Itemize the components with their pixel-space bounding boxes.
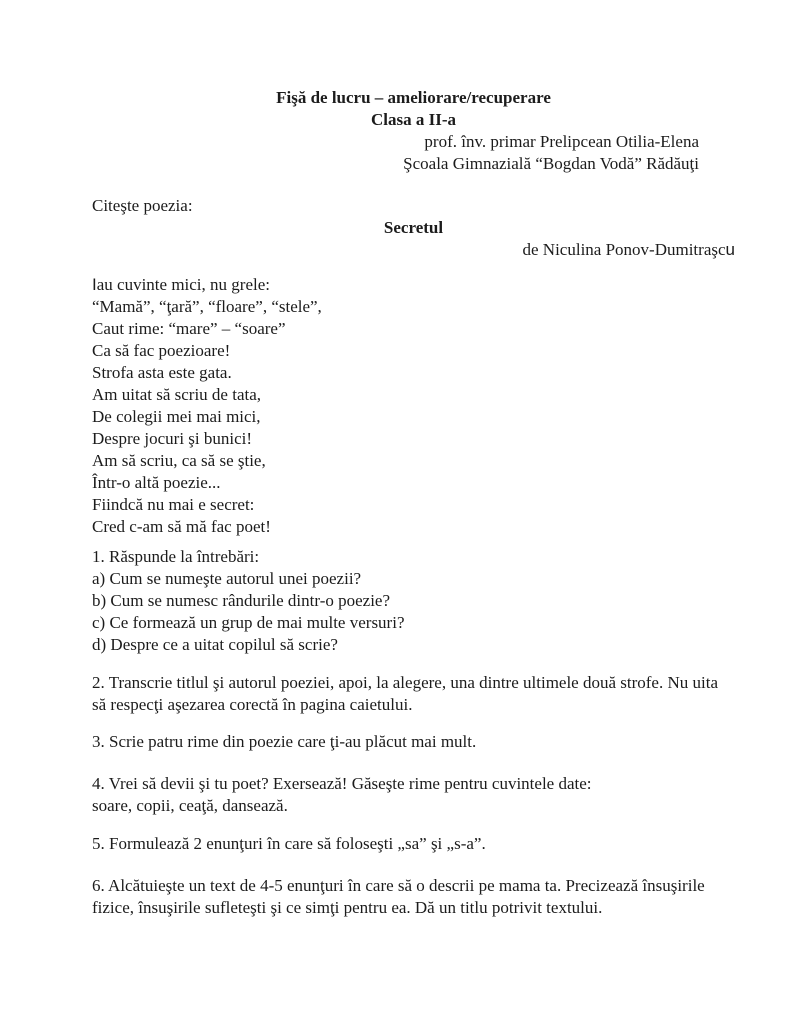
poem-author-text: de Niculina Ponov-Dumitraşc [522,240,726,259]
teacher-name: prof. înv. primar Prelipcean Otilia-Elena [424,132,699,151]
poem-author-suffix: u [725,240,735,259]
poem-body [92,274,735,538]
exercise-4 [92,773,735,817]
poem-line: Cred c-am să mă fac poet! [92,517,271,536]
exercise-4-words: soare, copii, ceaţă, dansează. [92,796,288,815]
exercise-1-title: 1. Răspunde la întrebări: [92,547,260,566]
exercise-1-item-d: d) Despre ce a uitat copilul să scrie? [92,635,338,654]
exercise-5: 5. Formulează 2 enunţuri în care să foloseşti „sa” şi „s-a”. [92,834,486,853]
poem-line: Într-o altă poezie... [92,473,221,492]
exercise-1-item-b: b) Cum se numesc rândurile dintr-o poezie? [92,591,391,610]
poem-line [92,274,735,296]
poem-line: Caut rime: “mare” – “soare” [92,319,286,338]
worksheet-title: Fişă de lucru – ameliorare/recuperare [276,88,551,107]
poem-line: Fiindcă nu mai e secret: [92,495,255,514]
poem-line-initial: I [92,275,97,294]
poem-line: De colegii mei mai mici, [92,407,261,426]
poem-line: Am uitat să scriu de tata, [92,385,262,404]
exercise-4-prompt: 4. Vrei să devii şi tu poet? Exersează! Găseşte rime pentru cuvintele date: [92,774,592,793]
poem-line: Despre jocuri şi bunici! [92,429,253,448]
exercise-3: 3. Scrie patru rime din poezie care ţi-au plăcut mai mult. [92,732,477,751]
exercise-6: 6. Alcătuieşte un text de 4-5 enunţuri în care să o descrii pe mama ta. Precizează însuşirile fizice, însuşirile sufleteşti şi ce simţi pentru ea. Dă un titlu potrivit textului. [92,876,705,917]
poem-line: “Mamă”, “ţară”, “floare”, “stele”, [92,297,322,316]
school-name: Şcoala Gimnazială “Bogdan Vodă” Rădăuţi [403,154,699,173]
exercise-1-item-c: c) Ce formează un grup de mai multe versuri? [92,613,405,632]
read-instruction: Citeşte poezia: [92,196,193,215]
poem-title: Secretul [383,218,444,237]
exercise-1 [92,546,735,656]
class-label: Clasa a II-a [370,110,456,129]
exercise-2: 2. Transcrie titlul şi autorul poeziei, apoi, la alegere, una dintre ultimele două strofe. Nu uita să respecţi aşezarea corectă în pagina caietului. [92,673,718,714]
poem-line: Strofa asta este gata. [92,363,232,382]
exercise-1-item-a: a) Cum se numeşte autorul unei poezii? [92,569,362,588]
worksheet-content [92,87,735,919]
poem-line-text: au cuvinte mici, nu grele: [96,275,270,294]
poem-line: Ca să fac poezioare! [92,341,231,360]
poem-author [92,239,735,261]
poem-line: Am să scriu, ca să se ştie, [92,451,266,470]
